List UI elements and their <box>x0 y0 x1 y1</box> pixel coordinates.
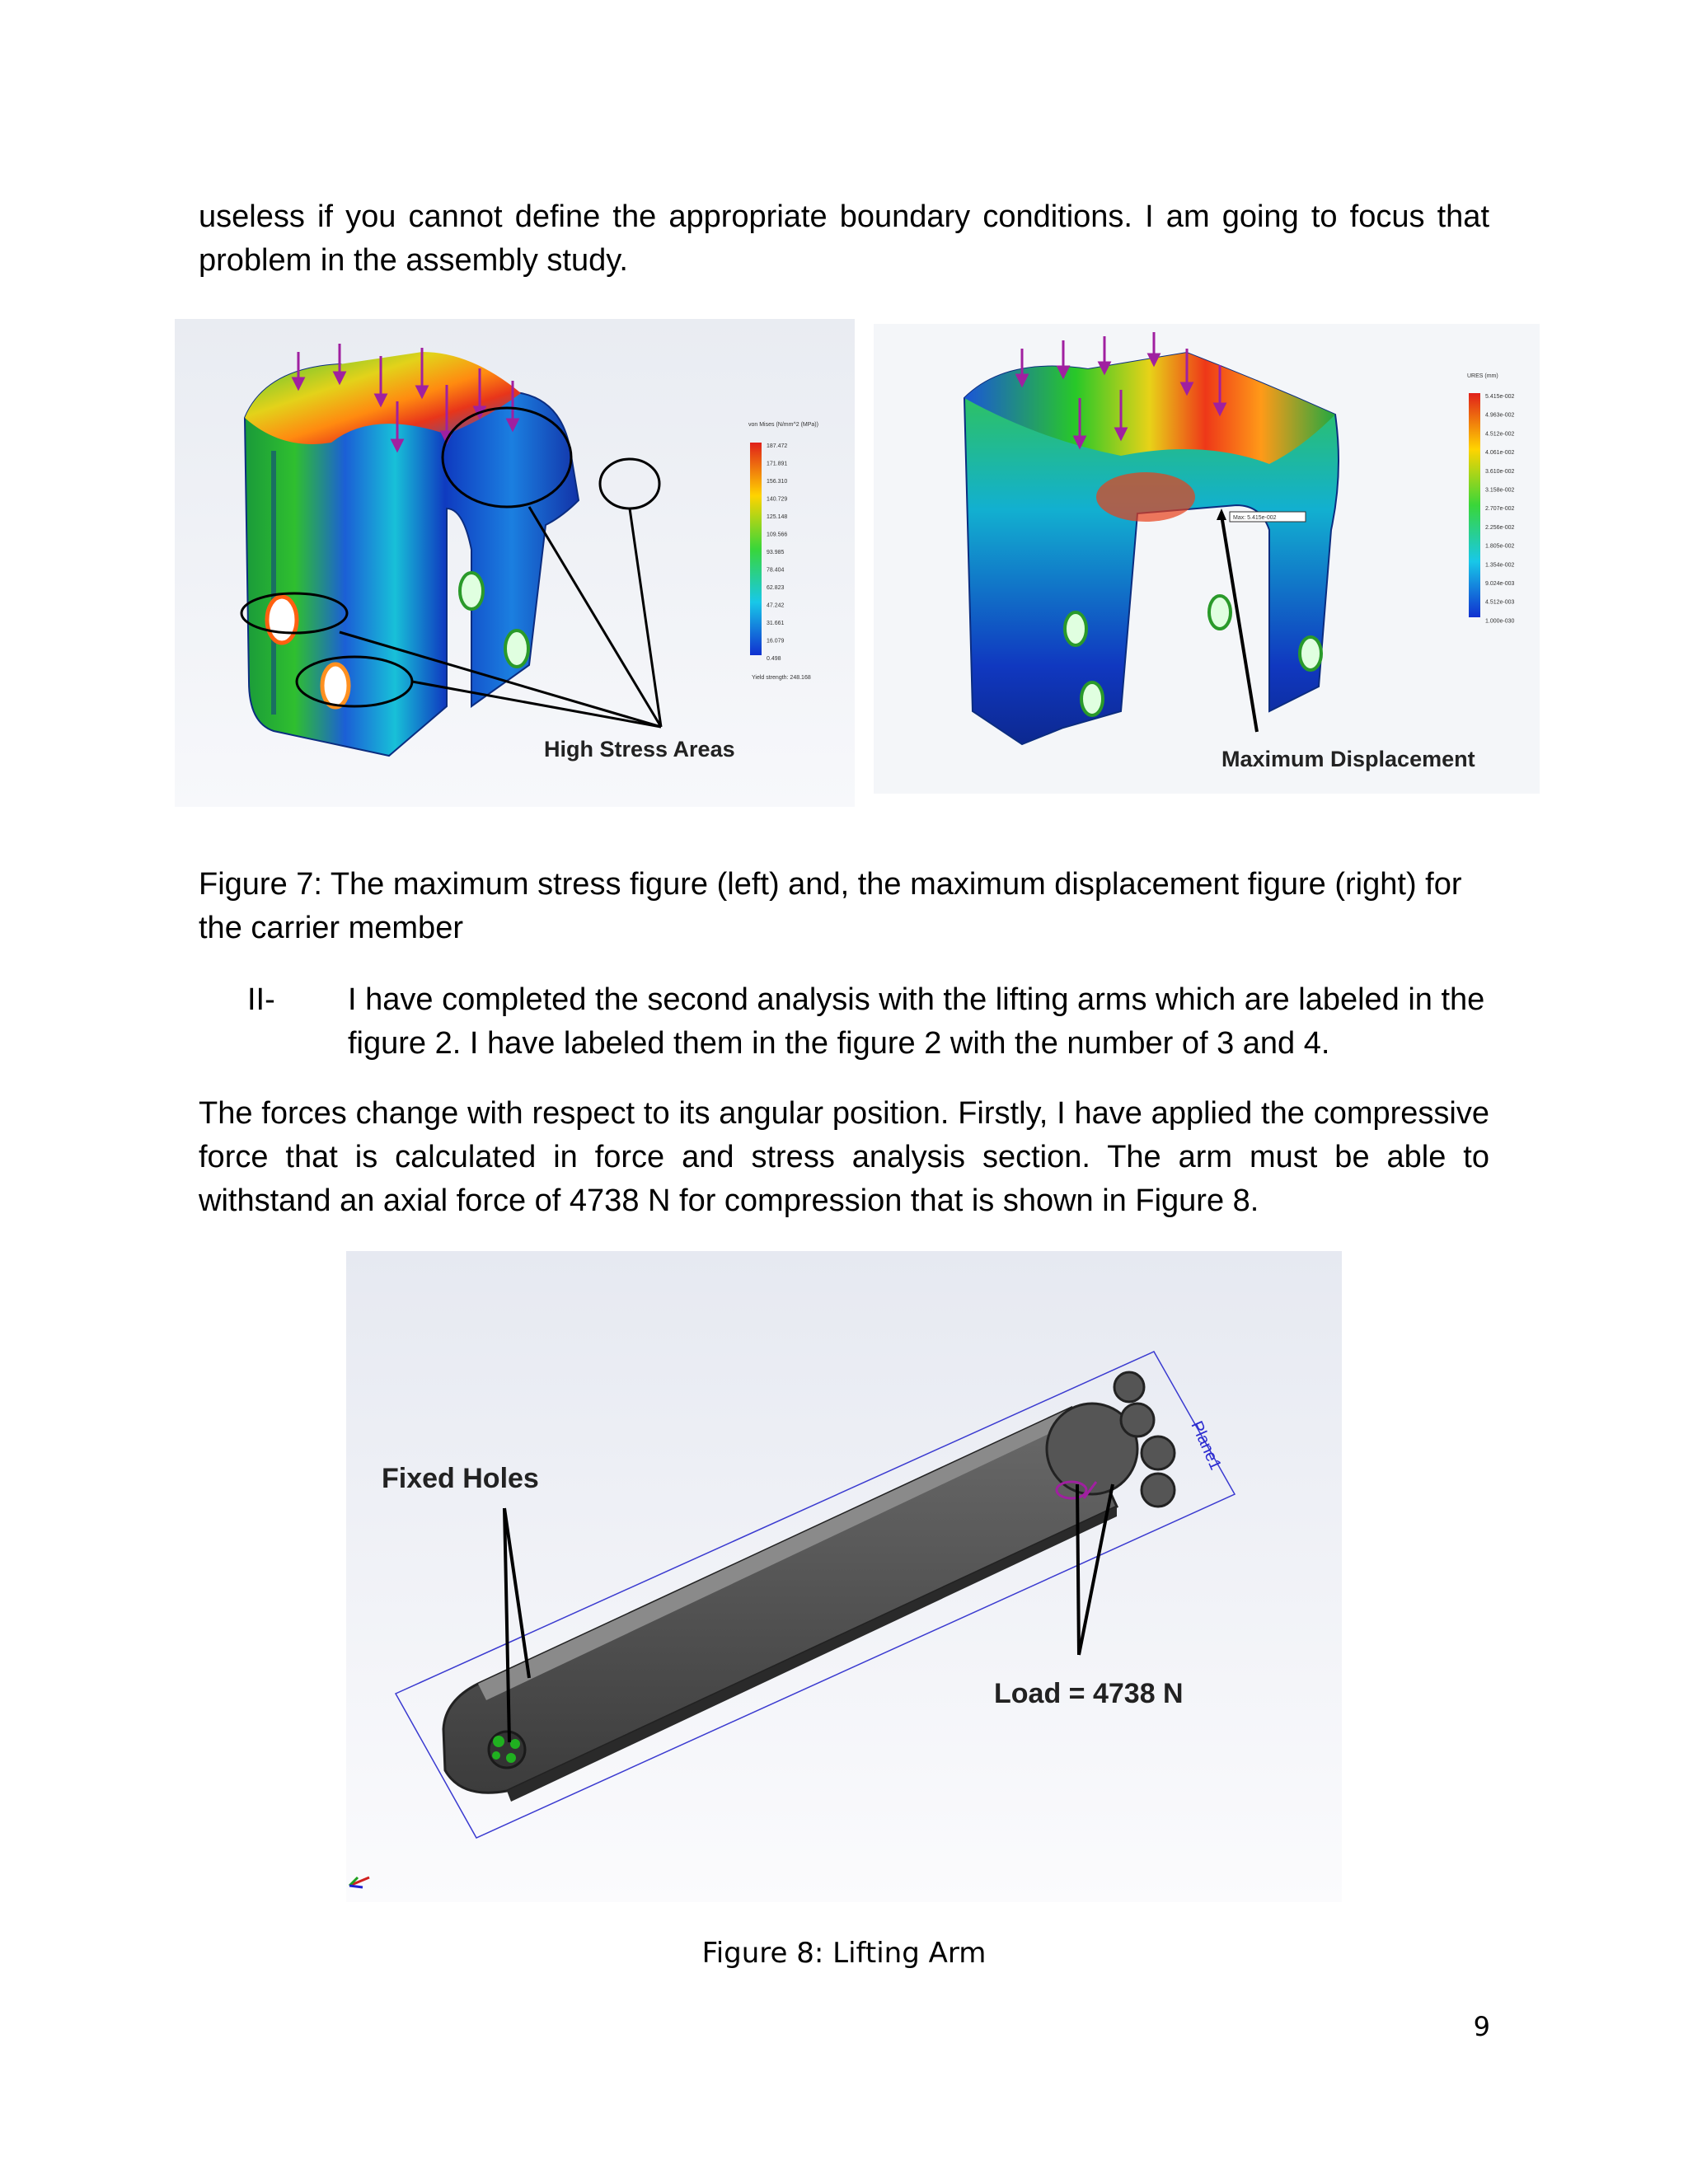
disp-legend-value: 2.707e-002 <box>1485 506 1515 513</box>
forces-paragraph: The forces change with respect to its angular position. Firstly, I have applied the compressive force that is calculated in force and stress analysis section. The arm must be able to withstand an axial force of 4738 N for compression that is shown in Figure 8. <box>199 1096 1489 1218</box>
plane1-label: Plane1 <box>1187 1418 1225 1473</box>
disp-color-scale <box>1469 393 1480 617</box>
list-marker: II- <box>247 982 275 1017</box>
figure8-lifting-arm-image <box>346 1251 1342 1902</box>
disp-legend-value: 4.963e-002 <box>1485 412 1515 419</box>
stress-legend-value: 125.148 <box>767 514 788 520</box>
figure7-displacement-image <box>874 324 1540 794</box>
stress-legend-value: 93.985 <box>767 550 785 555</box>
figure7-caption: Figure 7: The maximum stress figure (left) and, the maximum displacement figure (right) for the carrier member <box>199 867 1462 945</box>
disp-legend-title: URES (mm) <box>1467 373 1498 379</box>
stress-legend-value: 16.079 <box>767 638 785 644</box>
stress-legend-title: von Mises (N/mm^2 (MPa)) <box>748 422 818 428</box>
list-item <box>247 978 1492 1069</box>
max-displacement-tag: Max: 5.415e-002 <box>1233 515 1277 521</box>
page-number: 9 <box>1473 2011 1490 2042</box>
figure7-left-annotation: High Stress Areas <box>544 737 735 762</box>
disp-legend-value: 4.061e-002 <box>1485 450 1515 457</box>
stress-legend-value: 140.729 <box>767 496 788 503</box>
stress-legend-value: 62.823 <box>767 585 785 591</box>
figure8-caption: Figure 8: Lifting Arm <box>701 1937 987 1970</box>
stress-color-scale <box>750 443 762 655</box>
disp-legend-value: 1.354e-002 <box>1485 562 1515 569</box>
stress-legend-value: 109.566 <box>767 532 788 538</box>
list-text: I have completed the second analysis with the lifting arms which are labeled in the figure 2. I have labeled them in the figure 2 with the number of 3 and 4. <box>348 982 1485 1061</box>
fixed-holes-label: Fixed Holes <box>382 1463 539 1494</box>
stress-legend-value: 156.310 <box>767 479 788 485</box>
stress-legend-value: 78.404 <box>767 567 785 574</box>
stress-legend-value: 31.661 <box>767 621 785 626</box>
disp-legend-value: 5.415e-002 <box>1485 394 1515 400</box>
stress-legend-value: 187.472 <box>767 443 788 449</box>
disp-legend-value: 9.024e-003 <box>1485 581 1515 587</box>
disp-legend-value: 4.512e-002 <box>1485 431 1515 438</box>
stress-legend-value: 0.498 <box>767 656 781 662</box>
disp-legend-value: 1.805e-002 <box>1485 543 1515 550</box>
disp-legend-value: 3.610e-002 <box>1485 468 1515 475</box>
load-label: Load = 4738 N <box>994 1678 1184 1709</box>
disp-legend-value: 1.000e-030 <box>1485 618 1515 625</box>
disp-legend-value: 4.512e-003 <box>1485 599 1515 606</box>
disp-legend-value: 2.256e-002 <box>1485 524 1515 531</box>
stress-legend-value: 171.891 <box>767 461 788 467</box>
figure7-stress-image <box>175 319 855 807</box>
stress-yield-label: Yield strength: 248.168 <box>752 675 811 681</box>
stress-legend-value: 47.242 <box>767 602 785 609</box>
disp-legend-value: 3.158e-002 <box>1485 487 1515 494</box>
figure7-right-annotation: Maximum Displacement <box>1221 747 1475 771</box>
intro-paragraph: useless if you cannot define the appropriate boundary conditions. I am going to focus that problem in the assembly study. <box>199 199 1489 278</box>
